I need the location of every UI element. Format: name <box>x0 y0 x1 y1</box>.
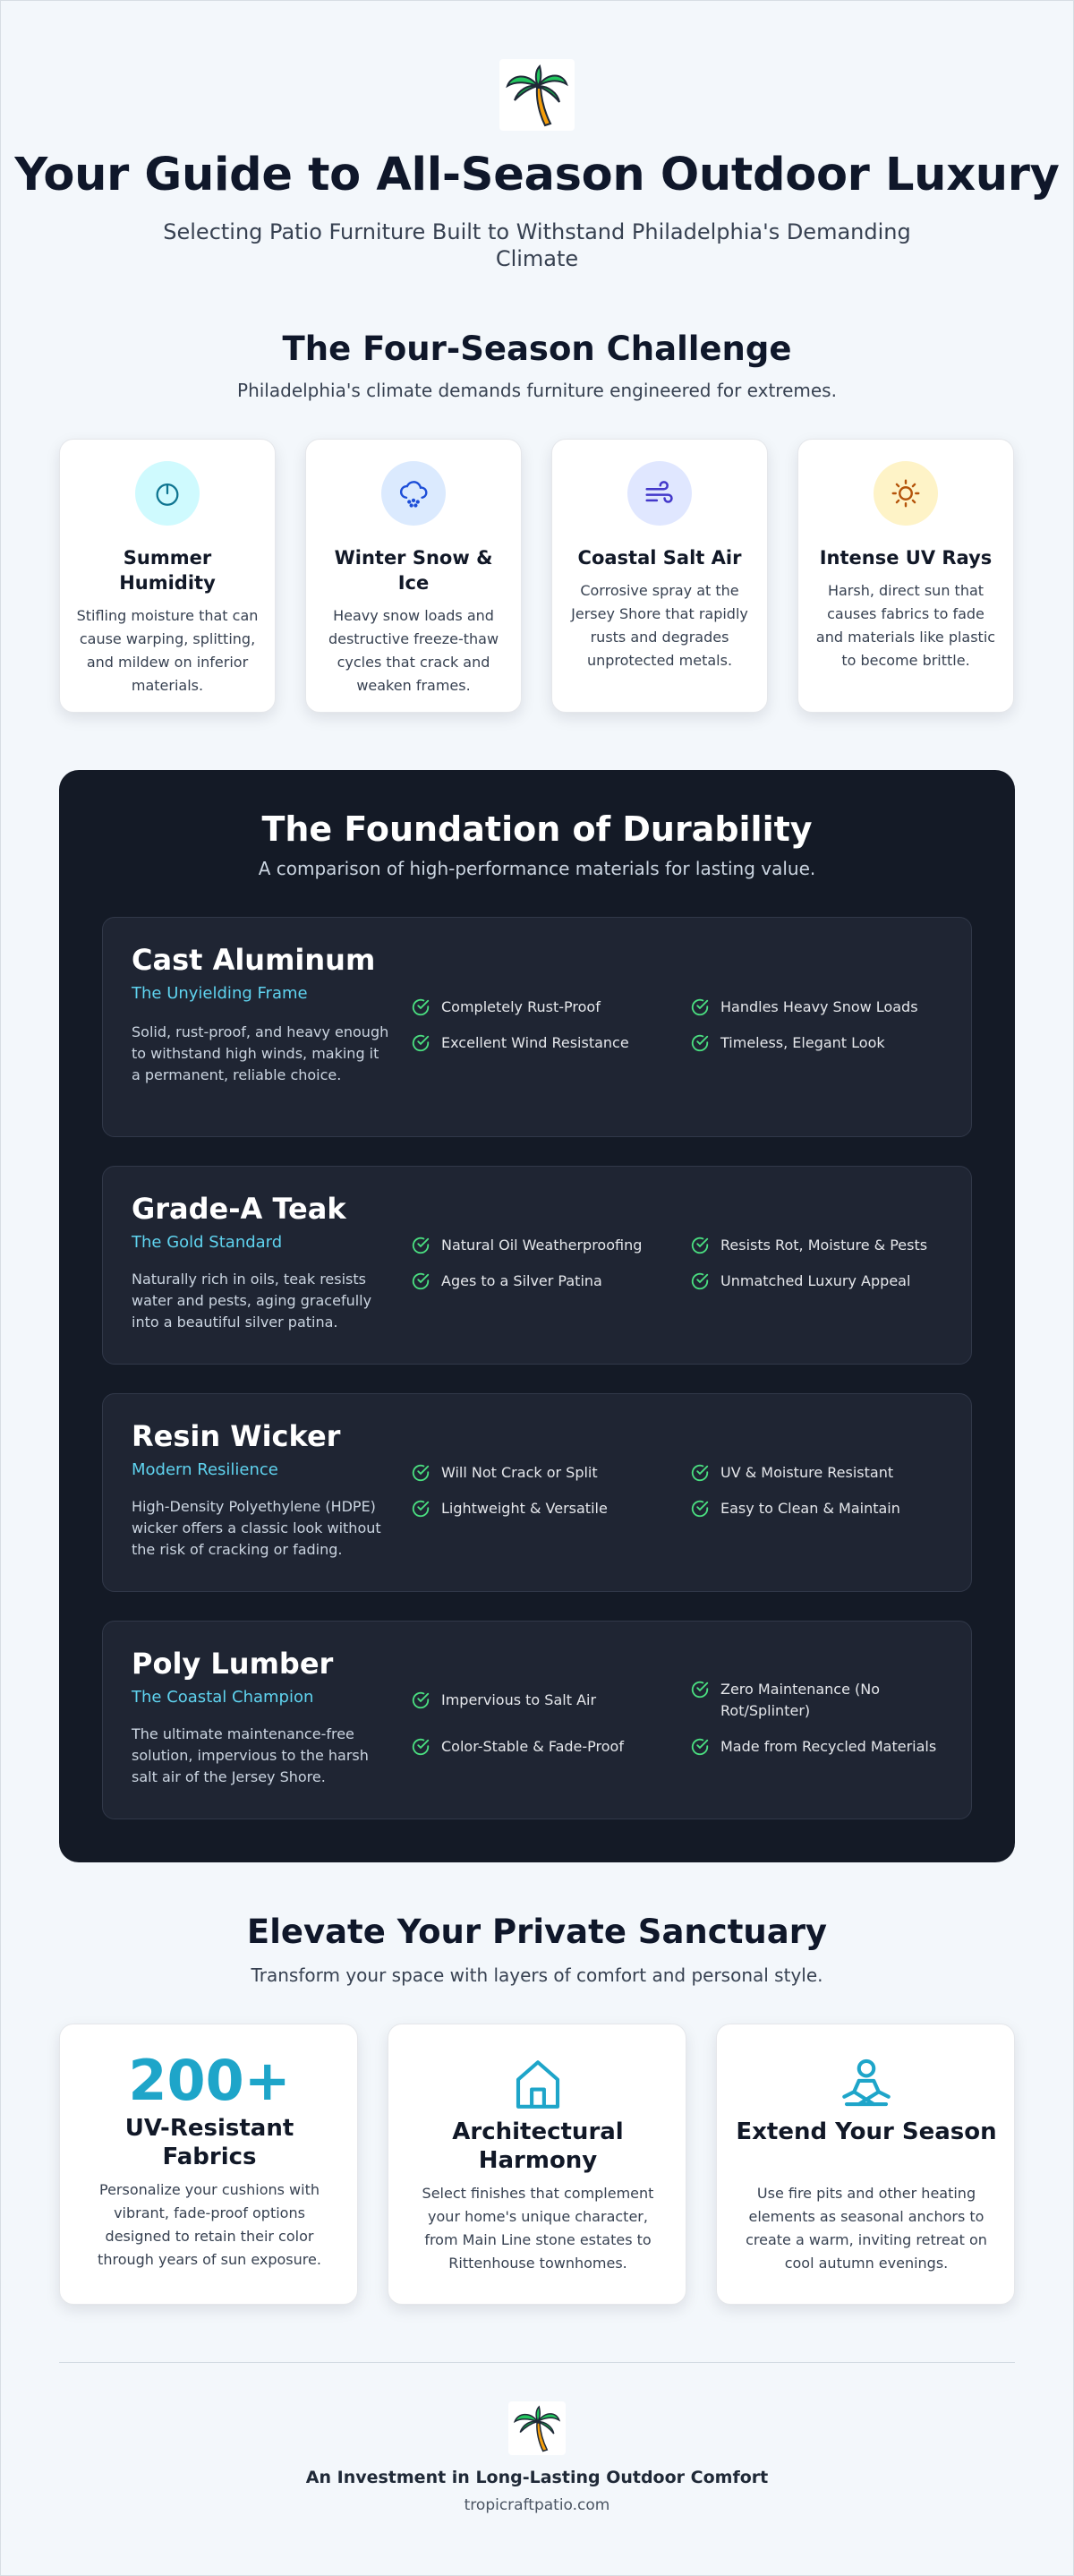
check-circle-icon <box>690 1236 710 1255</box>
person-fire-icon <box>837 2055 896 2114</box>
material-name: Cast Aluminum <box>132 943 376 977</box>
material-card-poly-lumber <box>102 1621 972 1819</box>
check-circle-icon <box>411 1463 430 1483</box>
house-icon <box>508 2055 567 2114</box>
sanctuary-card-title: Architectural Harmony <box>452 2118 624 2174</box>
material-card-resin-wicker <box>102 1393 972 1592</box>
sanctuary-subtitle: Transform your space with layers of comfort and personal style. <box>251 1964 823 1986</box>
check-circle-icon <box>411 997 430 1017</box>
material-desc: High-Density Polyethylene (HDPE) wicker offers a classic look without the risk of cracking or fading. <box>132 1498 381 1558</box>
footer-url[interactable]: tropicraftpatio.com <box>464 2496 610 2514</box>
sanctuary-card-desc: Personalize your cushions with vibrant, fade-proof options designed to retain their color through years of sun exposure. <box>98 2181 321 2268</box>
feature-item: Completely Rust-Proof <box>411 997 670 1018</box>
feature-item: Timeless, Elegant Look <box>690 1032 950 1054</box>
check-circle-icon <box>411 1737 430 1757</box>
check-circle-icon <box>411 1499 430 1519</box>
feature-item: Excellent Wind Resistance <box>411 1032 670 1054</box>
material-card-teak <box>102 1166 972 1365</box>
material-name: Grade-A Teak <box>132 1192 346 1226</box>
feature-item: Impervious to Salt Air <box>411 1690 670 1711</box>
feature-item: Color-Stable & Fade-Proof <box>411 1736 670 1758</box>
material-tag: The Gold Standard <box>132 1233 283 1252</box>
challenge-card-desc: Heavy snow loads and destructive freeze-thaw cycles that crack and weaken frames. <box>328 607 499 694</box>
feature-item: Resists Rot, Moisture & Pests <box>690 1235 950 1256</box>
fabric-count: 200+ <box>128 2048 291 2113</box>
challenge-card-salt-air <box>551 439 768 713</box>
footer-logo <box>508 2401 566 2455</box>
check-circle-icon <box>690 1271 710 1291</box>
challenge-card-title: Winter Snow & Ice <box>334 547 493 594</box>
durability-subtitle: A comparison of high-performance materials for lasting value. <box>258 858 816 879</box>
check-circle-icon <box>690 1737 710 1757</box>
check-circle-icon <box>690 1680 710 1699</box>
feature-item: UV & Moisture Resistant <box>690 1462 950 1484</box>
challenge-title: The Four-Season Challenge <box>282 329 792 368</box>
sanctuary-card-title: Extend Your Season <box>736 2118 997 2145</box>
page-title: Your Guide to All-Season Outdoor Luxury <box>14 149 1060 201</box>
material-tag: The Coastal Champion <box>132 1688 314 1707</box>
feature-item: Ages to a Silver Patina <box>411 1271 670 1292</box>
sanctuary-title: Elevate Your Private Sanctuary <box>246 1913 828 1951</box>
material-name: Poly Lumber <box>132 1647 334 1681</box>
sun-icon <box>890 477 922 509</box>
check-circle-icon <box>690 1499 710 1519</box>
sanctuary-card-fabrics <box>59 2024 358 2305</box>
feature-item: Easy to Clean & Maintain <box>690 1498 950 1519</box>
challenge-card-desc: Corrosive spray at the Jersey Shore that rapidly rusts and degrades unprotected metals. <box>571 582 748 669</box>
sanctuary-card-desc: Select finishes that complement your home's unique character, from Main Line stone estates to Rittenhouse townhomes. <box>422 2185 654 2272</box>
material-tag: Modern Resilience <box>132 1460 278 1479</box>
footer-divider <box>59 2362 1015 2363</box>
durability-title: The Foundation of Durability <box>261 809 813 849</box>
sanctuary-card-desc: Use fire pits and other heating elements as seasonal anchors to create a warm, inviting retreat on cool autumn evenings. <box>746 2185 987 2272</box>
wind-icon <box>643 476 677 510</box>
feature-item: Zero Maintenance (No Rot/Splinter) <box>690 1679 941 1722</box>
sanctuary-card-title: UV-Resistant Fabrics <box>124 2115 294 2170</box>
check-circle-icon <box>411 1033 430 1053</box>
snow-cloud-icon <box>396 476 430 510</box>
logo <box>499 59 575 131</box>
sanctuary-card-season <box>716 2024 1015 2305</box>
feature-item: Natural Oil Weatherproofing <box>411 1235 670 1256</box>
durability-panel <box>59 770 1015 1862</box>
challenge-card-title: Coastal Salt Air <box>577 547 742 569</box>
check-circle-icon <box>690 1463 710 1483</box>
footer-tagline: An Investment in Long-Lasting Outdoor Comfort <box>305 2468 769 2487</box>
palm-tree-icon <box>504 63 570 127</box>
material-desc: The ultimate maintenance-free solution, impervious to the harsh salt air of the Jersey Shore. <box>132 1725 369 1785</box>
challenge-card-desc: Stifling moisture that can cause warping, splitting, and mildew on inferior materials. <box>76 607 259 694</box>
feature-item: Will Not Crack or Split <box>411 1462 670 1484</box>
check-circle-icon <box>411 1271 430 1291</box>
material-tag: The Unyielding Frame <box>132 984 308 1003</box>
challenge-card-desc: Harsh, direct sun that causes fabrics to fade and materials like plastic to become brittle. <box>815 582 996 669</box>
challenge-card-uv <box>797 439 1014 713</box>
challenge-card-title: Intense UV Rays <box>819 547 993 569</box>
feature-item: Made from Recycled Materials <box>690 1736 950 1758</box>
check-circle-icon <box>411 1690 430 1710</box>
palm-tree-icon <box>512 2404 562 2452</box>
check-circle-icon <box>690 997 710 1017</box>
challenge-subtitle: Philadelphia's climate demands furniture engineered for extremes. <box>237 380 837 401</box>
check-circle-icon <box>411 1236 430 1255</box>
droplet-icon <box>152 478 183 509</box>
material-desc: Naturally rich in oils, teak resists water and pests, aging gracefully into a beautiful silver patina. <box>132 1271 372 1331</box>
challenge-card-snow <box>305 439 522 713</box>
material-card-cast-aluminum <box>102 917 972 1137</box>
feature-item: Lightweight & Versatile <box>411 1498 670 1519</box>
challenge-card-humidity <box>59 439 276 713</box>
feature-item: Unmatched Luxury Appeal <box>690 1271 950 1292</box>
material-desc: Solid, rust-proof, and heavy enough to withstand high winds, making it a permanent, reliable choice. <box>132 1023 389 1083</box>
sanctuary-card-architecture <box>388 2024 686 2305</box>
material-name: Resin Wicker <box>132 1419 341 1453</box>
challenge-card-title: Summer Humidity <box>119 547 216 594</box>
check-circle-icon <box>690 1033 710 1053</box>
feature-item: Handles Heavy Snow Loads <box>690 997 950 1018</box>
page-subtitle: Selecting Patio Furniture Built to Withstand Philadelphia's Demanding Climate <box>163 219 911 271</box>
